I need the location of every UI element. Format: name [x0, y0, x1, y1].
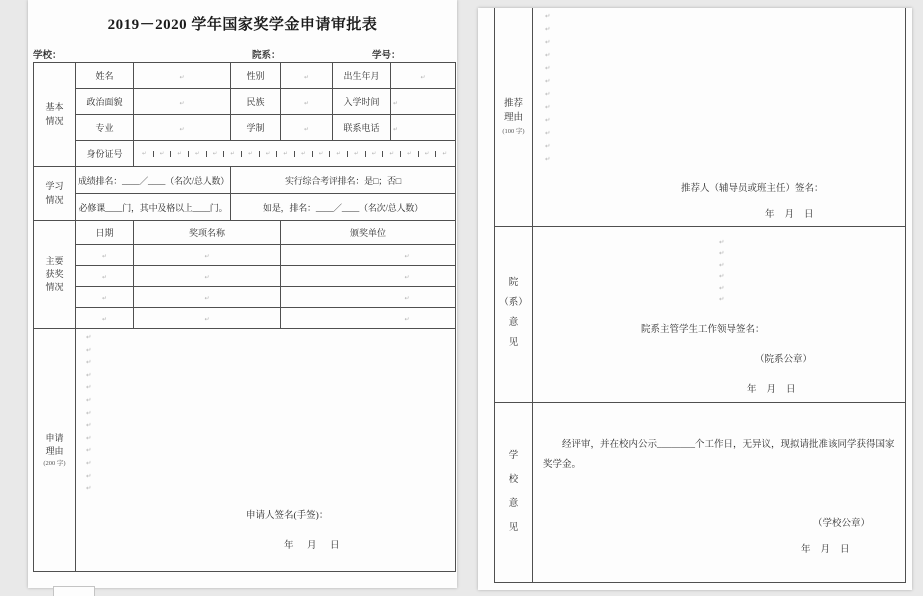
- field-label-name: 姓名: [76, 63, 134, 89]
- paragraph-marks: ↵ ↵ ↵ ↵ ↵ ↵ ↵ ↵ ↵ ↵ ↵ ↵ ↵: [86, 334, 92, 493]
- dept-seal-line: （院系公章）: [755, 354, 813, 365]
- recommend-word-limit: (100 字): [502, 128, 525, 136]
- field-label-birthdate: 出生年月: [333, 63, 391, 89]
- awards-empty-row: ↵ ↵ ↵: [34, 287, 456, 308]
- application-reason-area: [76, 329, 456, 572]
- field-label-enroll-time: 入学时间: [333, 89, 391, 115]
- application-reason-row: [34, 329, 456, 572]
- student-id-label: 学号：: [372, 51, 401, 61]
- field-value-gender: ↵: [281, 63, 333, 89]
- awards-col-name: 奖项名称: [134, 221, 281, 245]
- section-label-dept-opinion: 院 （系） 意 见: [495, 226, 533, 402]
- table-row: [34, 194, 456, 221]
- recommender-signature-line: 推荐人（辅导员或班主任）签名：: [681, 184, 824, 194]
- section-label-study-info: 学习 情况: [34, 167, 76, 221]
- school-seal-line: （学校公章）: [813, 518, 871, 529]
- school-date-line: 年月日: [801, 544, 860, 555]
- table-row: [34, 167, 456, 194]
- school-opinion-row: [495, 402, 906, 582]
- form-title: 2019－2020 学年国家奖学金申请审批表: [107, 17, 378, 33]
- table-row: [34, 141, 456, 167]
- field-label-study-length: 学制: [231, 115, 281, 141]
- table-row: [34, 115, 456, 141]
- application-form-table: [33, 62, 456, 572]
- recommendation-row: [495, 8, 906, 226]
- field-value-birthdate: ↵: [391, 63, 456, 89]
- awards-header-row: [34, 221, 456, 245]
- awards-col-date: 日期: [76, 221, 134, 245]
- section-label-school-opinion: 学 校 意 见: [495, 402, 533, 582]
- section-label-recommendation: 推荐 理由 (100 字): [495, 8, 533, 226]
- field-value-enroll-time: ↵: [391, 89, 456, 115]
- reason-word-limit: (200 字): [43, 459, 66, 467]
- if-yes-ranking-field: 如是，排名：____／____（名次/总人数）: [231, 194, 456, 221]
- recommend-date-line: 年月日: [765, 210, 824, 220]
- paragraph-marks: ↵ ↵ ↵ ↵ ↵ ↵: [719, 238, 725, 303]
- grade-ranking-field: 成绩排名：____／____（名次/总人数）: [76, 167, 231, 194]
- dept-date-line: 年月日: [747, 384, 806, 395]
- required-courses-field: 必修课____门，其中及格以上____门。: [76, 194, 231, 221]
- id-number-cells: ↵ ↵ ↵ ↵ ↵ ↵ ↵ ↵ ↵ ↵ ↵ ↵ ↵ ↵ ↵ ↵ ↵ ↵: [134, 141, 456, 167]
- next-page-preview-corner: [53, 586, 95, 596]
- school-label: 学校：: [33, 51, 62, 61]
- dept-opinion-row: [495, 226, 906, 402]
- field-value-study-length: ↵: [281, 115, 333, 141]
- school-opinion-body: 经评审，并在校内公示________个工作日，无异议，现拟请批准该同学获得国家奖学金。: [543, 439, 895, 470]
- field-value-phone: ↵: [391, 115, 456, 141]
- applicant-date-line: 年 月 日: [284, 541, 342, 551]
- field-label-gender: 性别: [231, 63, 281, 89]
- field-label-political-status: 政治面貌: [76, 89, 134, 115]
- awards-empty-row: ↵ ↵ ↵: [34, 308, 456, 329]
- table-row: [34, 63, 456, 89]
- field-value-major: ↵: [134, 115, 231, 141]
- dept-label: 院系：: [252, 51, 281, 61]
- field-label-id-number: 身份证号: [76, 141, 134, 167]
- awards-empty-row: ↵ ↵ ↵: [34, 245, 456, 266]
- field-value-ethnicity: ↵: [281, 89, 333, 115]
- applicant-signature-line: 申请人签名(手签)：: [246, 511, 329, 521]
- document-page-2: [478, 8, 912, 590]
- section-label-awards: 主要 获奖 情况: [34, 221, 76, 329]
- awards-empty-row: ↵ ↵ ↵: [34, 266, 456, 287]
- opinions-table: [494, 8, 906, 583]
- field-value-political-status: ↵: [134, 89, 231, 115]
- comprehensive-ranking-field: 实行综合考评排名：是□；否□: [231, 167, 456, 194]
- school-opinion-area: [533, 402, 906, 582]
- section-label-basic-info: 基本 情况: [34, 63, 76, 167]
- form-header-line: [28, 47, 457, 61]
- awards-col-unit: 颁奖单位: [281, 221, 456, 245]
- field-label-phone: 联系电话: [333, 115, 391, 141]
- dept-leader-signature-line: 院系主管学生工作领导签名：: [641, 324, 765, 335]
- field-label-major: 专业: [76, 115, 134, 141]
- document-page-1: [28, 0, 457, 588]
- recommendation-area: [533, 8, 906, 226]
- section-label-reason: 申请 理由 (200 字): [34, 329, 76, 572]
- dept-opinion-area: [533, 226, 906, 402]
- field-value-name: ↵: [134, 63, 231, 89]
- table-row: [34, 89, 456, 115]
- field-label-ethnicity: 民族: [231, 89, 281, 115]
- paragraph-marks: ↵ ↵ ↵ ↵ ↵ ↵ ↵ ↵ ↵ ↵ ↵ ↵: [545, 13, 551, 163]
